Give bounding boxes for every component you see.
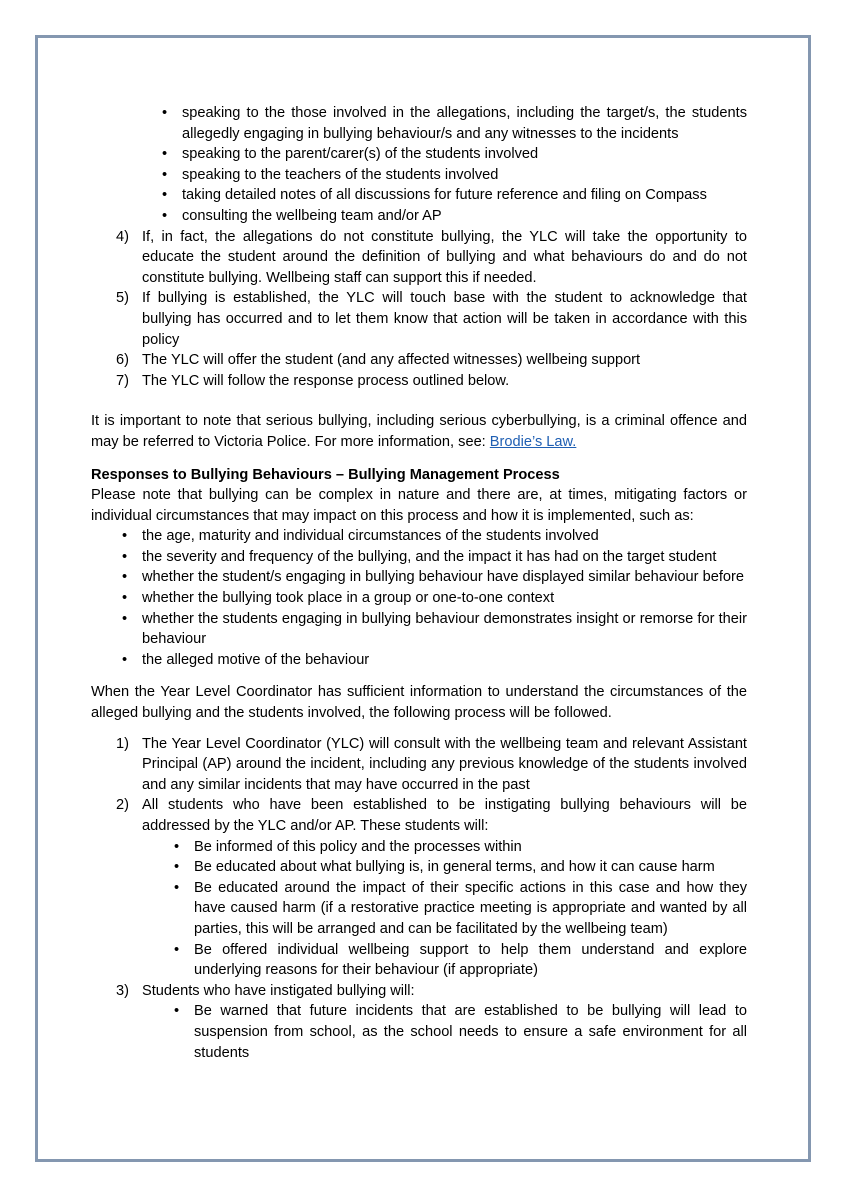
step-number: 6) [116, 352, 129, 369]
list-item: • speaking to the parent/carer(s) of the students involved [182, 144, 747, 165]
list-item [91, 350, 747, 371]
step-number: 5) [116, 290, 129, 307]
management-steps-list [91, 734, 747, 1064]
criminal-offence-note [91, 411, 747, 452]
investigation-bullet-list [91, 103, 747, 227]
mitigating-factors-list [91, 526, 747, 670]
list-item: • the severity and frequency of the bullying, and the impact it has had on the target student [142, 547, 747, 568]
list-item: • taking detailed notes of all discussions for future reference and filing on Compass [182, 185, 747, 206]
step-text: The YLC will offer the student (and any affected witnesses) wellbeing support [142, 352, 641, 369]
list-item [91, 981, 747, 1063]
step-text: If bullying is established, the YLC will touch base with the student to acknowledge that bullying has occurred and to let them know that action will be taken in accordance with this policy [142, 290, 747, 348]
brodies-law-link[interactable]: Brodie’s Law. [489, 433, 577, 450]
list-item [91, 227, 747, 289]
list-item: • the alleged motive of the behaviour [142, 650, 747, 671]
list-item [91, 795, 747, 980]
list-item: • Be educated around the impact of their specific actions in this case and how they have caused harm (if a restorative practice meeting is appropriate and wanted by all parties, this will be arranged and can be facilitated by the wellbeing team) [194, 878, 747, 940]
list-item: • whether the bullying took place in a group or one-to-one context [142, 588, 747, 609]
list-item: • speaking to the teachers of the students involved [182, 165, 747, 186]
section-heading: Responses to Bullying Behaviours – Bullying Management Process [91, 466, 560, 483]
sub-bullet-list [142, 1001, 747, 1063]
step-text: The YLC will follow the response process outlined below. [142, 372, 510, 389]
list-item [91, 288, 747, 350]
step-text: Students who have instigated bullying will: [142, 982, 415, 999]
step-text: All students who have been established to be instigating bullying behaviours will be addressed by the YLC and/or AP. These students will: [142, 797, 747, 834]
list-item: • Be warned that future incidents that are established to be bullying will lead to suspension from school, as the school needs to ensure a safe environment for all students [194, 1001, 747, 1063]
list-item [91, 734, 747, 796]
step-number: 1) [116, 735, 129, 752]
document-body [91, 103, 747, 1063]
note-text: It is important to note that serious bullying, including serious cyberbullying, is a criminal offence and may be referred to Victoria Police. For more information, see: [91, 413, 747, 450]
step-number: 3) [116, 982, 129, 999]
followup-paragraph: When the Year Level Coordinator has sufficient information to understand the circumstances of the alleged bullying and the students involved, the following process will be followed. [91, 684, 747, 722]
step-text: If, in fact, the allegations do not constitute bullying, the YLC will take the opportunity to educate the student around the definition of bullying and what behaviours do and do not constitute bullying. Wellbeing staff can support this if needed. [142, 228, 747, 286]
step-number: 7) [116, 372, 129, 389]
sub-bullet-list [142, 837, 747, 981]
step-number: 4) [116, 228, 129, 245]
list-item: • Be offered individual wellbeing support to help them understand and explore underlying reasons for their behaviour (if appropriate) [194, 940, 747, 981]
step-number: 2) [116, 797, 129, 814]
list-item: • whether the students engaging in bullying behaviour demonstrates insight or remorse for their behaviour [142, 609, 747, 650]
section-intro: Please note that bullying can be complex in nature and there are, at times, mitigating factors or individual circumstances that may impact on this process and how it is implemented, such as: [91, 487, 747, 524]
list-item [91, 371, 747, 392]
list-item: • the age, maturity and individual circumstances of the students involved [142, 526, 747, 547]
step-text: The Year Level Coordinator (YLC) will consult with the wellbeing team and relevant Assistant Principal (AP) around the incident, including any previous knowledge of the students involved and any similar incidents that may have occurred in the past [142, 735, 747, 793]
list-item: • speaking to the those involved in the allegations, including the target/s, the students allegedly engaging in bullying behaviour/s and any witnesses to the incidents [182, 103, 747, 144]
list-item: • consulting the wellbeing team and/or AP [182, 206, 747, 227]
list-item: • Be educated about what bullying is, in general terms, and how it can cause harm [194, 857, 747, 878]
process-steps-list [91, 227, 747, 392]
list-item: • Be informed of this policy and the processes within [194, 837, 747, 858]
list-item: • whether the student/s engaging in bullying behaviour have displayed similar behaviour before [142, 567, 747, 588]
